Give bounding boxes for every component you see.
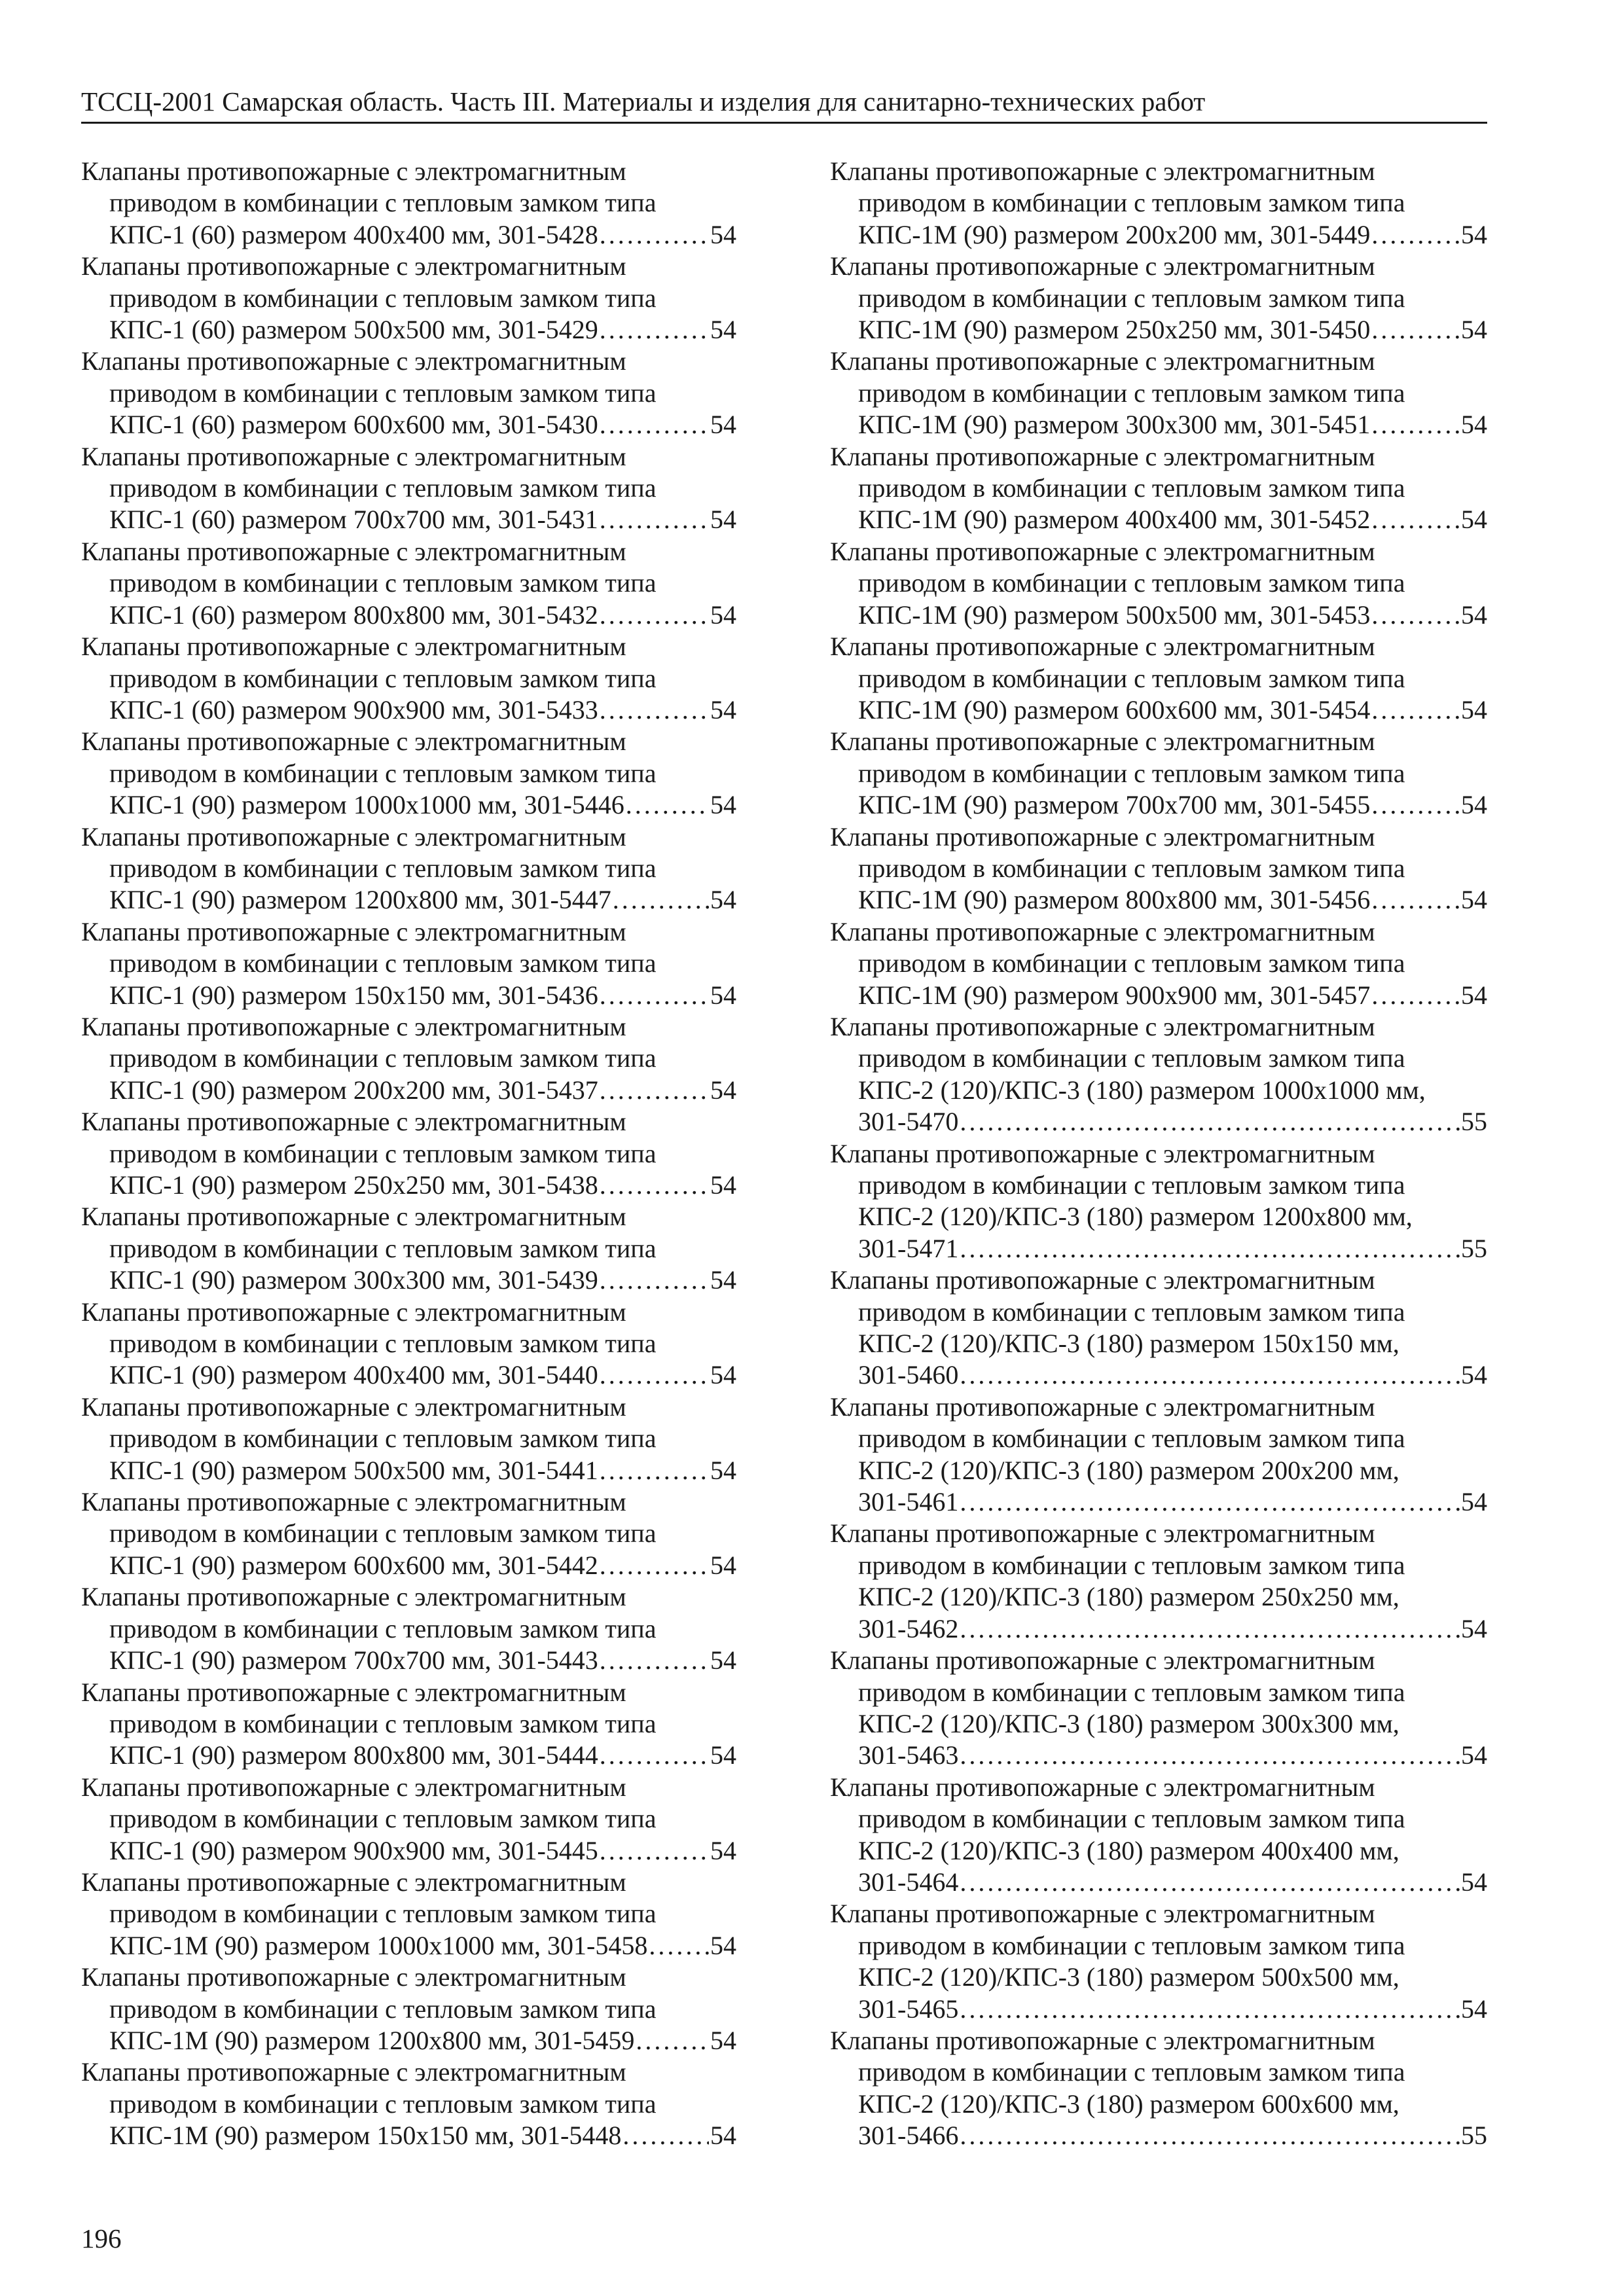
entry-line: КПС-2 (120)/КПС-3 (180) размером 1000х1000 мм, [858, 1075, 1426, 1105]
entry-line: КПС-2 (120)/КПС-3 (180) размером 500х500 мм, [858, 1962, 1399, 1992]
entry-line: приводом в комбинации с тепловым замком типа [858, 568, 1405, 598]
dot-leader [600, 1265, 709, 1296]
index-entry [830, 346, 1487, 440]
entry-line: Клапаны противопожарные с электромагнитным [81, 1011, 626, 1041]
entry-text: 301-5470 [858, 1107, 959, 1137]
index-entry [830, 1138, 1487, 1265]
index-entry [81, 916, 736, 1011]
entry-page-number: 54 [710, 410, 736, 440]
entry-line: КПС-2 (120)/КПС-3 (180) размером 600х600 мм, [858, 2089, 1399, 2119]
entry-text: КПС-1М (90) размером 800х800 мм, 301-5456 [858, 885, 1371, 915]
index-entry [830, 1265, 1487, 1391]
entry-last-line [830, 504, 1487, 535]
index-entry [81, 1962, 736, 2056]
entry-line: приводом в комбинации с тепловым замком типа [109, 1899, 657, 1929]
entry-line: приводом в комбинации с тепловым замком типа [109, 1138, 657, 1168]
entry-line: Клапаны противопожарные с электромагнитным [81, 1867, 626, 1897]
entry-page-number: 54 [710, 1455, 736, 1485]
index-entry [830, 2025, 1487, 2152]
page-number: 196 [81, 2223, 122, 2253]
index-entry [81, 1011, 736, 1106]
entry-last-line [830, 314, 1487, 346]
entry-last-line [81, 884, 736, 916]
entry-last-line [81, 980, 736, 1011]
entry-line: приводом в комбинации с тепловым замком типа [109, 188, 657, 218]
entry-page-number: 54 [1461, 600, 1487, 630]
entry-text: КПС-1 (60) размером 600х600 мм, 301-5430 [109, 410, 598, 440]
entry-page-number: 55 [1461, 1107, 1487, 1137]
entry-text: КПС-1 (90) размером 400х400 мм, 301-5440 [109, 1360, 598, 1390]
dot-leader [600, 1359, 709, 1391]
entry-last-line [830, 409, 1487, 440]
index-entry [81, 1297, 736, 1391]
entry-last-line [81, 1835, 736, 1867]
entry-line: приводом в комбинации с тепловым замком типа [858, 1677, 1405, 1707]
dot-leader [636, 2025, 709, 2056]
entry-last-line [81, 1170, 736, 1201]
dot-leader [600, 1170, 709, 1201]
page-header [81, 85, 1487, 124]
entry-page-number: 54 [1461, 315, 1487, 345]
entry-last-line [81, 2025, 736, 2056]
entry-line: Клапаны противопожарные с электромагнитным [81, 1582, 626, 1612]
entry-text: КПС-1М (90) размером 900х900 мм, 301-5457 [858, 980, 1371, 1010]
entry-page-number: 54 [1461, 694, 1487, 725]
dot-leader [613, 884, 709, 916]
entry-line: приводом в комбинации с тепловым замком типа [858, 1170, 1405, 1200]
entry-text: КПС-1М (90) размером 500х500 мм, 301-5453 [858, 600, 1371, 630]
entry-last-line [81, 219, 736, 251]
entry-line: КПС-2 (120)/КПС-3 (180) размером 1200х800 мм, [858, 1202, 1413, 1232]
entry-page-number: 54 [1461, 1360, 1487, 1390]
entry-line: приводом в комбинации с тепловым замком типа [109, 283, 657, 313]
index-entry [81, 1772, 736, 1867]
entry-text: КПС-1М (90) размером 150х150 мм, 301-5448 [109, 2121, 622, 2151]
entry-line: Клапаны противопожарные с электромагнитным [830, 916, 1375, 946]
entry-last-line [830, 1486, 1487, 1518]
entry-line: приводом в комбинации с тепловым замком типа [109, 1994, 657, 2024]
entry-text: КПС-1 (60) размером 900х900 мм, 301-5433 [109, 694, 598, 725]
entry-line: Клапаны противопожарные с электромагнитным [81, 1487, 626, 1517]
entry-last-line [81, 504, 736, 535]
entry-page-number: 54 [710, 2121, 736, 2151]
dot-leader [600, 600, 709, 631]
index-entry [830, 821, 1487, 916]
entry-text: КПС-1 (90) размером 300х300 мм, 301-5439 [109, 1265, 598, 1295]
entry-line: Клапаны противопожарные с электромагнитным [830, 1772, 1375, 1802]
entry-last-line [81, 1645, 736, 1676]
entry-last-line [81, 694, 736, 726]
entry-last-line [81, 1550, 736, 1581]
entry-page-number: 54 [1461, 219, 1487, 249]
entry-last-line [830, 789, 1487, 821]
dot-leader [1371, 219, 1460, 251]
index-entry [81, 1581, 736, 1676]
index-entry [830, 1772, 1487, 1899]
dot-leader [600, 1740, 709, 1771]
entry-line: приводом в комбинации с тепловым замком типа [109, 1233, 657, 1263]
entry-text: КПС-1М (90) размером 400х400 мм, 301-5452 [858, 505, 1371, 535]
entry-line: Клапаны противопожарные с электромагнитным [81, 821, 626, 852]
entry-page-number: 54 [710, 1265, 736, 1295]
entry-last-line [830, 980, 1487, 1011]
index-entry [81, 536, 736, 631]
entry-text: КПС-1 (90) размером 250х250 мм, 301-5438 [109, 1170, 598, 1200]
dot-leader [600, 1455, 709, 1486]
entry-last-line [81, 2120, 736, 2151]
entry-line: Клапаны противопожарные с электромагнитным [81, 536, 626, 566]
entry-line: приводом в комбинации с тепловым замком типа [858, 853, 1405, 883]
index-entry [830, 1011, 1487, 1138]
entry-last-line [830, 1359, 1487, 1391]
entry-page-number: 54 [710, 219, 736, 249]
dot-leader [600, 980, 709, 1011]
entry-last-line [81, 1075, 736, 1106]
entry-page-number: 54 [710, 694, 736, 725]
entry-line: приводом в комбинации с тепловым замком типа [858, 2057, 1405, 2087]
dot-leader [1371, 504, 1460, 535]
entry-page-number: 54 [710, 790, 736, 820]
document-title: ТССЦ-2001 Самарская область. Часть III. Материалы и изделия для санитарно-технических работ [81, 86, 1206, 117]
entry-text: 301-5471 [858, 1233, 959, 1263]
entry-text: 301-5461 [858, 1487, 959, 1517]
dot-leader [600, 1645, 709, 1676]
entry-line: Клапаны противопожарные с электромагнитным [830, 632, 1375, 662]
dot-leader [600, 314, 709, 346]
entry-line: приводом в комбинации с тепловым замком типа [858, 188, 1405, 218]
index-entry [830, 631, 1487, 726]
dot-leader [1371, 409, 1460, 440]
index-entry [830, 1898, 1487, 2025]
entry-last-line [81, 1740, 736, 1771]
entry-line: приводом в комбинации с тепловым замком типа [109, 2089, 657, 2119]
entry-line: приводом в комбинации с тепловым замком типа [858, 948, 1405, 978]
entry-line: Клапаны противопожарные с электромагнитным [830, 346, 1375, 376]
entry-page-number: 55 [1461, 1233, 1487, 1263]
entry-line: Клапаны противопожарные с электромагнитным [81, 916, 626, 946]
entry-text: КПС-1 (90) размером 200х200 мм, 301-5437 [109, 1075, 598, 1105]
index-entry [830, 1645, 1487, 1772]
entry-text: КПС-1 (60) размером 400х400 мм, 301-5428 [109, 219, 598, 249]
entry-text: КПС-1 (90) размером 800х800 мм, 301-5444 [109, 1740, 598, 1770]
entry-line: Клапаны противопожарные с электромагнитным [830, 1899, 1375, 1929]
entry-page-number: 54 [710, 600, 736, 630]
entry-line: КПС-2 (120)/КПС-3 (180) размером 300х300 мм, [858, 1708, 1399, 1738]
index-entry [830, 916, 1487, 1011]
entry-last-line [830, 694, 1487, 726]
entry-page-number: 54 [710, 1075, 736, 1105]
index-entry [81, 1867, 736, 1962]
entry-last-line [830, 1106, 1487, 1138]
entry-line: КПС-2 (120)/КПС-3 (180) размером 150х150 мм, [858, 1329, 1399, 1359]
entry-line: приводом в комбинации с тепловым замком типа [858, 758, 1405, 788]
index-entry [830, 156, 1487, 251]
index-column-right [830, 156, 1487, 2152]
entry-text: КПС-1М (90) размером 1000х1000 мм, 301-5458 [109, 1930, 648, 1960]
entry-text: КПС-1М (90) размером 600х600 мм, 301-5454 [858, 694, 1371, 725]
entry-last-line [830, 1613, 1487, 1645]
dot-leader [960, 1486, 1460, 1518]
index-entry [81, 441, 736, 536]
entry-line: Клапаны противопожарные с электромагнитным [81, 726, 626, 757]
entry-page-number: 54 [710, 1835, 736, 1865]
entry-line: Клапаны противопожарные с электромагнитным [81, 1391, 626, 1422]
entry-text: КПС-1М (90) размером 200х200 мм, 301-5449 [858, 219, 1371, 249]
entry-line: приводом в комбинации с тепловым замком типа [858, 378, 1405, 408]
index-column-left [81, 156, 736, 2152]
index-entry [81, 1106, 736, 1201]
entry-line: Клапаны противопожарные с электромагнитным [830, 1011, 1375, 1041]
entry-last-line [830, 1233, 1487, 1265]
dot-leader [1371, 314, 1460, 346]
dot-leader [600, 504, 709, 535]
entry-line: приводом в комбинации с тепловым замком типа [858, 663, 1405, 693]
entry-page-number: 54 [710, 315, 736, 345]
index-entry [81, 631, 736, 726]
entry-line: Клапаны противопожарные с электромагнитным [81, 346, 626, 376]
entry-text: 301-5464 [858, 1867, 959, 1897]
dot-leader [1371, 789, 1460, 821]
entry-line: приводом в комбинации с тепловым замком типа [858, 1297, 1405, 1327]
entry-line: приводом в комбинации с тепловым замком типа [109, 378, 657, 408]
entry-line: Клапаны противопожарные с электромагнитным [830, 726, 1375, 757]
entry-text: 301-5462 [858, 1613, 959, 1643]
entry-line: приводом в комбинации с тепловым замком типа [109, 1708, 657, 1738]
entry-last-line [81, 314, 736, 346]
entry-line: КПС-2 (120)/КПС-3 (180) размером 250х250 мм, [858, 1582, 1399, 1612]
entry-line: приводом в комбинации с тепловым замком типа [858, 1424, 1405, 1454]
index-entry [81, 156, 736, 251]
entry-line: Клапаны противопожарные с электромагнитным [830, 1391, 1375, 1422]
entry-line: Клапаны противопожарные с электромагнитным [81, 1677, 626, 1707]
dot-leader [1371, 884, 1460, 916]
entry-last-line [830, 600, 1487, 631]
entry-line: Клапаны противопожарные с электромагнитным [81, 2057, 626, 2087]
dot-leader [960, 1867, 1460, 1898]
entry-page-number: 54 [1461, 1867, 1487, 1897]
dot-leader [960, 1359, 1460, 1391]
entry-text: 301-5463 [858, 1740, 959, 1770]
entry-last-line [830, 1867, 1487, 1898]
entry-text: КПС-1М (90) размером 1200х800 мм, 301-5459 [109, 2025, 635, 2055]
entry-text: КПС-1 (90) размером 900х900 мм, 301-5445 [109, 1835, 598, 1865]
dot-leader [600, 409, 709, 440]
entry-line: приводом в комбинации с тепловым замком типа [858, 473, 1405, 503]
entry-page-number: 54 [710, 885, 736, 915]
entry-text: КПС-1М (90) размером 250х250 мм, 301-5450 [858, 315, 1371, 345]
entry-page-number: 54 [710, 1360, 736, 1390]
entry-text: КПС-1 (90) размером 500х500 мм, 301-5441 [109, 1455, 598, 1485]
entry-page-number: 54 [710, 1550, 736, 1580]
index-entry [830, 251, 1487, 346]
dot-leader [649, 1930, 709, 1962]
dot-leader [626, 789, 709, 821]
index-entry [81, 1201, 736, 1296]
entry-last-line [81, 1455, 736, 1486]
entry-line: приводом в комбинации с тепловым замком типа [858, 1930, 1405, 1960]
entry-line: приводом в комбинации с тепловым замком типа [109, 948, 657, 978]
entry-line: Клапаны противопожарные с электромагнитным [81, 632, 626, 662]
dot-leader [1371, 600, 1460, 631]
entry-page-number: 54 [710, 1170, 736, 1200]
index-entry [81, 1391, 736, 1486]
entry-line: Клапаны противопожарные с электромагнитным [830, 1645, 1375, 1676]
entry-line: приводом в комбинации с тепловым замком типа [109, 473, 657, 503]
entry-last-line [830, 219, 1487, 251]
dot-leader [600, 1075, 709, 1106]
entry-page-number: 54 [710, 980, 736, 1010]
entry-page-number: 54 [1461, 505, 1487, 535]
entry-text: КПС-1 (60) размером 700х700 мм, 301-5431 [109, 505, 598, 535]
entry-text: КПС-1 (90) размером 700х700 мм, 301-5443 [109, 1645, 598, 1676]
index-entry [830, 536, 1487, 631]
dot-leader [600, 219, 709, 251]
dot-leader [600, 1835, 709, 1867]
entry-line: Клапаны противопожарные с электромагнитным [81, 441, 626, 471]
dot-leader [1371, 980, 1460, 1011]
dot-leader [623, 2120, 709, 2151]
entry-page-number: 54 [1461, 790, 1487, 820]
index-entry [81, 2056, 736, 2151]
entry-page-number: 54 [710, 505, 736, 535]
entry-last-line [830, 1740, 1487, 1771]
entry-line: Клапаны противопожарные с электромагнитным [81, 1962, 626, 1992]
entry-page-number: 54 [710, 1930, 736, 1960]
entry-line: Клапаны противопожарные с электромагнитным [830, 441, 1375, 471]
entry-line: Клапаны противопожарные с электромагнитным [830, 1518, 1375, 1549]
entry-page-number: 54 [1461, 1994, 1487, 2024]
entry-line: Клапаны противопожарные с электромагнитным [81, 1107, 626, 1137]
entry-last-line [81, 1930, 736, 1962]
entry-text: КПС-1М (90) размером 300х300 мм, 301-5451 [858, 410, 1371, 440]
entry-text: КПС-1 (90) размером 1000х1000 мм, 301-5446 [109, 790, 624, 820]
dot-leader [960, 2120, 1460, 2151]
dot-leader [960, 1740, 1460, 1771]
entry-page-number: 54 [1461, 980, 1487, 1010]
entry-page-number: 55 [1461, 2121, 1487, 2151]
entry-line: приводом в комбинации с тепловым замком типа [109, 663, 657, 693]
entry-line: Клапаны противопожарные с электромагнитным [830, 251, 1375, 281]
entry-line: Клапаны противопожарные с электромагнитным [81, 251, 626, 281]
entry-text: КПС-1М (90) размером 700х700 мм, 301-5455 [858, 790, 1371, 820]
entry-line: Клапаны противопожарные с электромагнитным [81, 1772, 626, 1802]
entry-line: приводом в комбинации с тепловым замком типа [858, 283, 1405, 313]
index-entry [830, 441, 1487, 536]
entry-line: приводом в комбинации с тепловым замком типа [109, 1043, 657, 1073]
index-entry [81, 1486, 736, 1581]
entry-line: КПС-2 (120)/КПС-3 (180) размером 400х400 мм, [858, 1835, 1399, 1865]
entry-last-line [830, 884, 1487, 916]
entry-text: КПС-1 (60) размером 500х500 мм, 301-5429 [109, 315, 598, 345]
entry-text: 301-5460 [858, 1360, 959, 1390]
entry-line: приводом в комбинации с тепловым замком типа [858, 1043, 1405, 1073]
index-entry [830, 1518, 1487, 1645]
entry-page-number: 54 [710, 1740, 736, 1770]
entry-line: приводом в комбинации с тепловым замком типа [858, 1550, 1405, 1580]
entry-line: Клапаны противопожарные с электромагнитным [830, 2025, 1375, 2055]
entry-page-number: 54 [1461, 1613, 1487, 1643]
entry-last-line [830, 1994, 1487, 2025]
index-entry [81, 251, 736, 346]
entry-last-line [830, 2120, 1487, 2151]
entry-page-number: 54 [1461, 1740, 1487, 1770]
entry-text: КПС-1 (90) размером 150х150 мм, 301-5436 [109, 980, 598, 1010]
entry-line: приводом в комбинации с тепловым замком типа [109, 1804, 657, 1834]
dot-leader [600, 1550, 709, 1581]
entry-text: 301-5465 [858, 1994, 959, 2024]
entry-line: приводом в комбинации с тепловым замком типа [109, 568, 657, 598]
entry-line: КПС-2 (120)/КПС-3 (180) размером 200х200 мм, [858, 1455, 1399, 1485]
entry-page-number: 54 [1461, 410, 1487, 440]
entry-line: Клапаны противопожарные с электромагнитным [81, 1297, 626, 1327]
index-entry [830, 1391, 1487, 1518]
entry-line: Клапаны противопожарные с электромагнитным [81, 1202, 626, 1232]
entry-text: КПС-1 (90) размером 1200х800 мм, 301-5447 [109, 885, 611, 915]
entry-last-line [81, 1265, 736, 1296]
entry-line: Клапаны противопожарные с электромагнитным [830, 536, 1375, 566]
index-entry [81, 346, 736, 440]
entry-line: приводом в комбинации с тепловым замком типа [858, 1804, 1405, 1834]
dot-leader [960, 1613, 1460, 1645]
entry-line: приводом в комбинации с тепловым замком типа [109, 1518, 657, 1549]
entry-line: приводом в комбинации с тепловым замком типа [109, 758, 657, 788]
index-entry [81, 1677, 736, 1772]
entry-text: КПС-1 (60) размером 800х800 мм, 301-5432 [109, 600, 598, 630]
entry-last-line [81, 789, 736, 821]
entry-page-number: 54 [710, 1645, 736, 1676]
entry-line: приводом в комбинации с тепловым замком типа [109, 1329, 657, 1359]
index-entry [830, 726, 1487, 821]
entry-line: приводом в комбинации с тепловым замком типа [109, 853, 657, 883]
index-entry [81, 726, 736, 821]
entry-page-number: 54 [1461, 1487, 1487, 1517]
entry-page-number: 54 [1461, 885, 1487, 915]
dot-leader [1371, 694, 1460, 726]
entry-line: приводом в комбинации с тепловым замком типа [109, 1424, 657, 1454]
entry-line: Клапаны противопожарные с электромагнитным [830, 821, 1375, 852]
entry-line: приводом в комбинации с тепловым замком типа [109, 1613, 657, 1643]
dot-leader [960, 1233, 1460, 1265]
entry-last-line [81, 1359, 736, 1391]
entry-page-number: 54 [710, 2025, 736, 2055]
entry-line: Клапаны противопожарные с электромагнитным [830, 1138, 1375, 1168]
index-entry [81, 821, 736, 916]
dot-leader [960, 1106, 1460, 1138]
dot-leader [960, 1994, 1460, 2025]
entry-line: Клапаны противопожарные с электромагнитным [830, 156, 1375, 186]
entry-text: 301-5466 [858, 2121, 959, 2151]
entry-text: КПС-1 (90) размером 600х600 мм, 301-5442 [109, 1550, 598, 1580]
entry-line: Клапаны противопожарные с электромагнитным [81, 156, 626, 186]
entry-last-line [81, 409, 736, 440]
entry-last-line [81, 600, 736, 631]
dot-leader [600, 694, 709, 726]
entry-line: Клапаны противопожарные с электромагнитным [830, 1265, 1375, 1295]
